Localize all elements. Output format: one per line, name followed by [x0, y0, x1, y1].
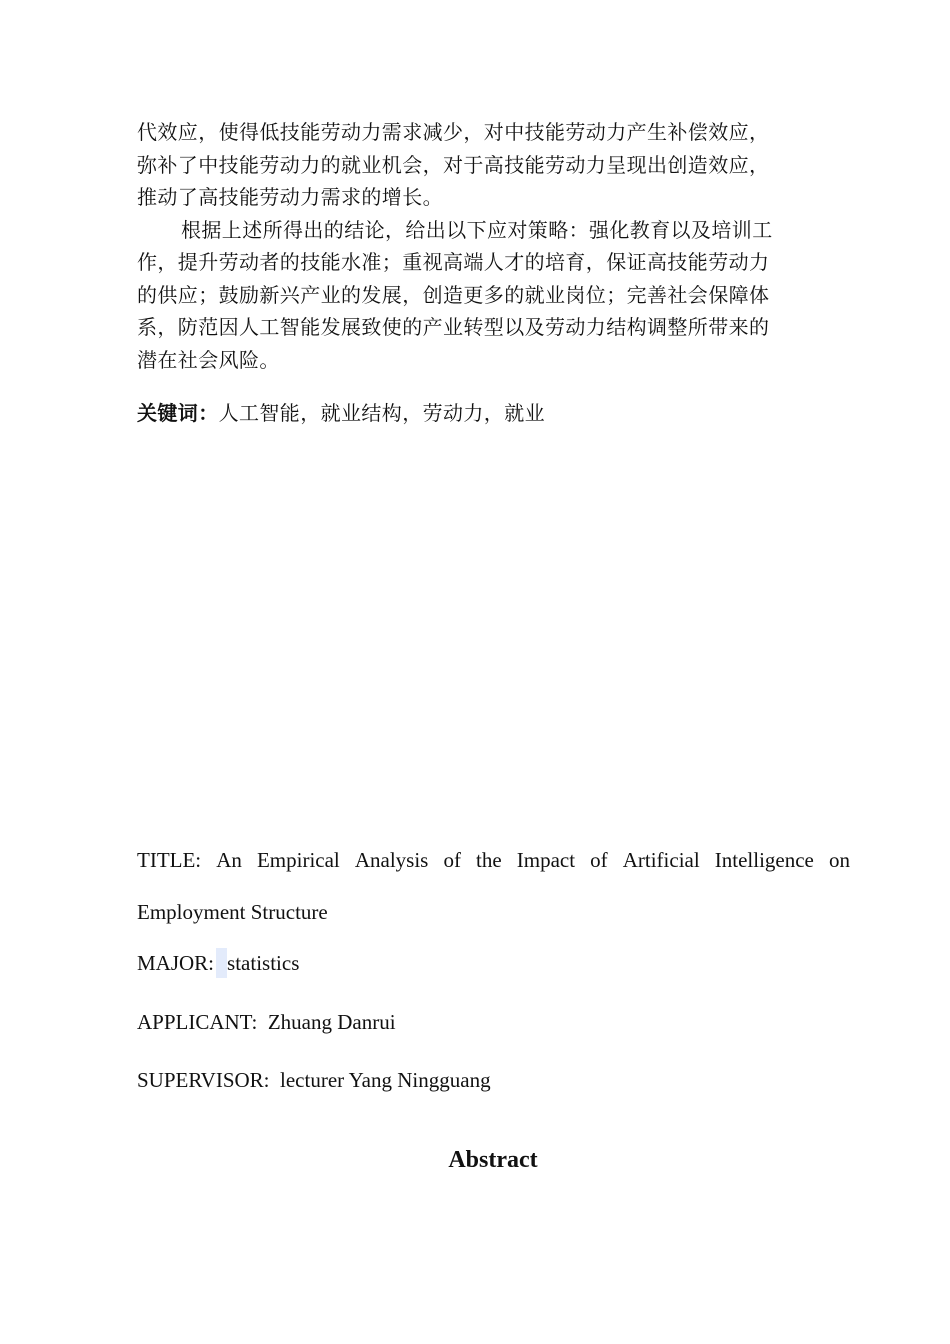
- major-line: [137, 948, 850, 978]
- title-word: TITLE:: [137, 848, 202, 872]
- paragraph-1-line-1: 代效应，使得低技能劳动力需求减少，对中技能劳动力产生补偿效应，: [137, 120, 770, 144]
- abstract-paragraph-1: [137, 116, 850, 214]
- abstract-heading: Abstract: [448, 1147, 538, 1173]
- chinese-abstract-body: [137, 116, 850, 376]
- supervisor-line: [137, 1065, 850, 1095]
- supervisor-value: lecturer Yang Ningguang: [280, 1068, 491, 1092]
- text-cursor-highlight: [216, 948, 227, 978]
- keywords-value: 人工智能，就业结构，劳动力，就业: [218, 401, 546, 425]
- paragraph-2-line-2: 作，提升劳动者的技能水准；重视高端人才的培育，保证高技能劳动力: [137, 250, 770, 274]
- paragraph-2-line-5: 潜在社会风险。: [137, 347, 280, 372]
- title-word: Empirical: [256, 848, 340, 872]
- applicant-value: Zhuang Danrui: [267, 1010, 396, 1034]
- paragraph-1-line-3: 推动了高技能劳动力需求的增长。: [137, 185, 443, 209]
- title-word: of: [443, 848, 461, 872]
- paragraph-2-line-1: 根据上述所得出的结论，给出以下应对策略：强化教育以及培训工: [181, 217, 773, 242]
- title-word: of: [590, 848, 608, 872]
- title-word: An: [216, 848, 242, 872]
- title-word: the: [476, 848, 502, 872]
- keywords-line: [137, 398, 850, 428]
- supervisor-label: SUPERVISOR:: [137, 1068, 270, 1092]
- keywords-label: 关键词：: [137, 401, 219, 425]
- title-word: Intelligence: [714, 848, 814, 872]
- applicant-label: APPLICANT:: [137, 1010, 258, 1034]
- title-word: Analysis: [354, 848, 429, 872]
- english-title-line-2: Employment Structure: [137, 900, 328, 924]
- abstract-paragraph-2: [137, 214, 850, 377]
- paragraph-2-line-4: 系，防范因人工智能发展致使的产业转型以及劳动力结构调整所带来的: [137, 315, 770, 339]
- paragraph-1-line-2: 弥补了中技能劳动力的就业机会，对于高技能劳动力呈现出创造效应，: [137, 152, 770, 177]
- english-title-line-1: [137, 845, 850, 875]
- paragraph-2-line-3: 的供应；鼓励新兴产业的发展，创造更多的就业岗位；完善社会保障体: [137, 282, 770, 307]
- applicant-line: [137, 1007, 850, 1037]
- title-word: on: [828, 848, 850, 872]
- major-label: MAJOR:: [137, 951, 215, 975]
- major-value: statistics: [227, 951, 300, 975]
- title-word: Artificial: [622, 848, 700, 872]
- title-word: Impact: [516, 848, 576, 872]
